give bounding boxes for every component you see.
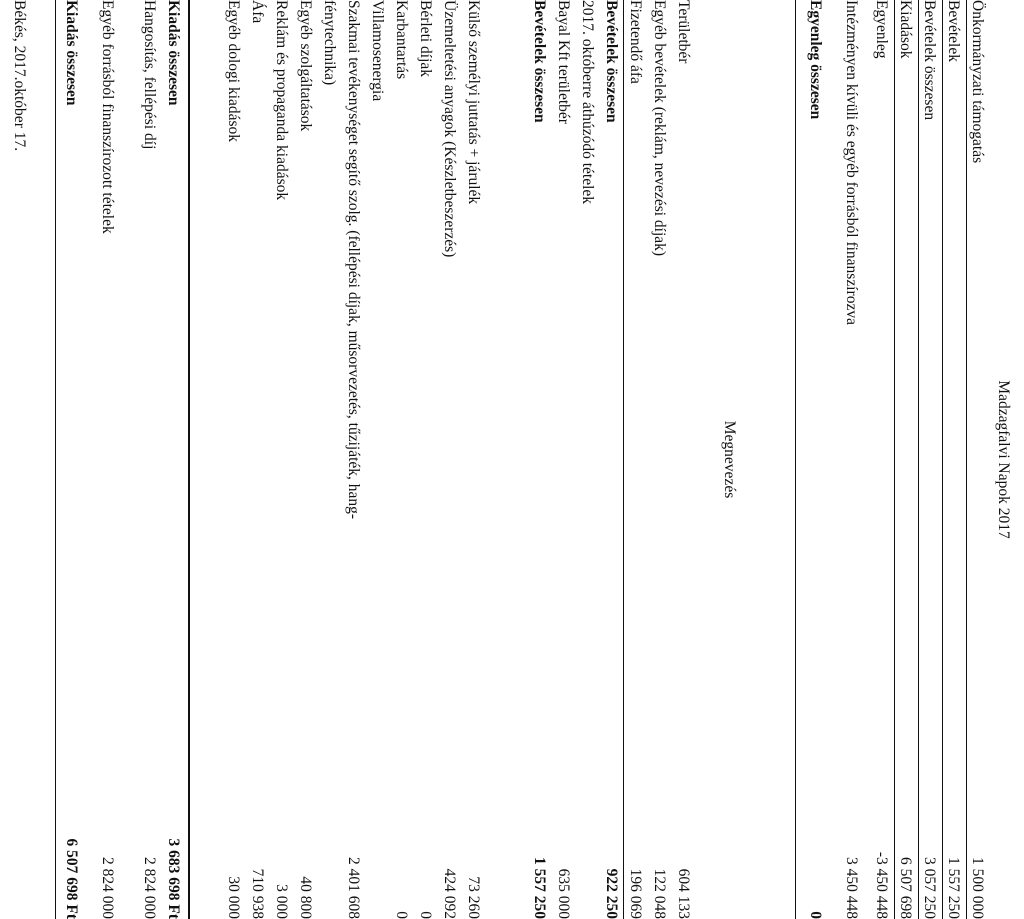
rule [795,0,796,919]
rule [918,0,919,919]
rule [894,0,895,919]
summary-row: Kiadások 6 507 698 [897,0,914,919]
document-title: Madzagfalvi Napok 2017 [995,380,1012,539]
income-row: Fizetendő áfa 196 069 [627,0,644,919]
expense-row: Üzemeltetési anyagok (Készletbeszerzés) 424 092 [441,0,458,919]
expense-row: Egyéb szolgáltatások 40 800 [297,0,314,919]
footer-date: Békés, 2017.október 17. [11,0,28,152]
expense-row: Villamosenergia [369,0,386,102]
expense-total-row: Kiadás összesen 3 683 698 Ft [165,0,182,919]
income-row: Területbér 604 133 [675,0,692,919]
expense-row: Szakmai tevékenységet segítő szolg. (fellépési díjak, műsorvezetés, tűzijáték, hang- 2 401 608 [345,0,362,919]
rule [55,0,56,919]
rule [942,0,943,919]
rule [966,0,967,919]
summary-total-row: Egyenleg összesen 0 [807,0,824,919]
rule [188,0,190,919]
income-row: Bayal Kft területbér 635 000 [555,0,572,919]
income-row: 2017. októberre áthúzódó tételek [579,0,596,205]
summary-row: Önkormányzati támogatás 1 500 000 [969,0,986,919]
summary-row: Bevételek 1 557 250 [945,0,962,919]
expense-row: Reklám és propaganda kiadások 3 000 [273,0,290,919]
expense-row: Külső személyi juttatás + járulék 73 260 [465,0,482,919]
expense-row: Karbantartás 0 [393,0,410,919]
summary-row: Intézményen kívüli és egyéb forrásból finanszírozva 3 450 448 [843,0,860,919]
income-total-row: Bevételek összesen 1 557 250 [531,0,548,919]
other-source-row: Egyéb forrásból finanszírozott tételek 2 824 000 [99,0,116,919]
expense-row: Bérleti díjak 0 [417,0,434,919]
grand-total-row: Kiadás összesen 6 507 698 Ft [63,0,80,919]
section-heading: Megnevezés [721,420,738,499]
summary-row: Bevételek összesen 3 057 250 [921,0,938,919]
expense-row: Áfa 710 938 [249,0,266,919]
income-subtotal-row: Bevételek összesen 922 250 [603,0,620,919]
summary-row: Egyenleg -3 450 448 [873,0,890,919]
income-row: Egyéb bevételek (reklám, nevezési díjak) 122 048 [651,0,668,919]
other-source-row: Hangosítás, fellépési díj 2 824 000 [141,0,158,919]
expense-row: Egyéb dologi kiadások 30 000 [225,0,242,919]
expense-row: fénytechnika) [321,0,338,86]
